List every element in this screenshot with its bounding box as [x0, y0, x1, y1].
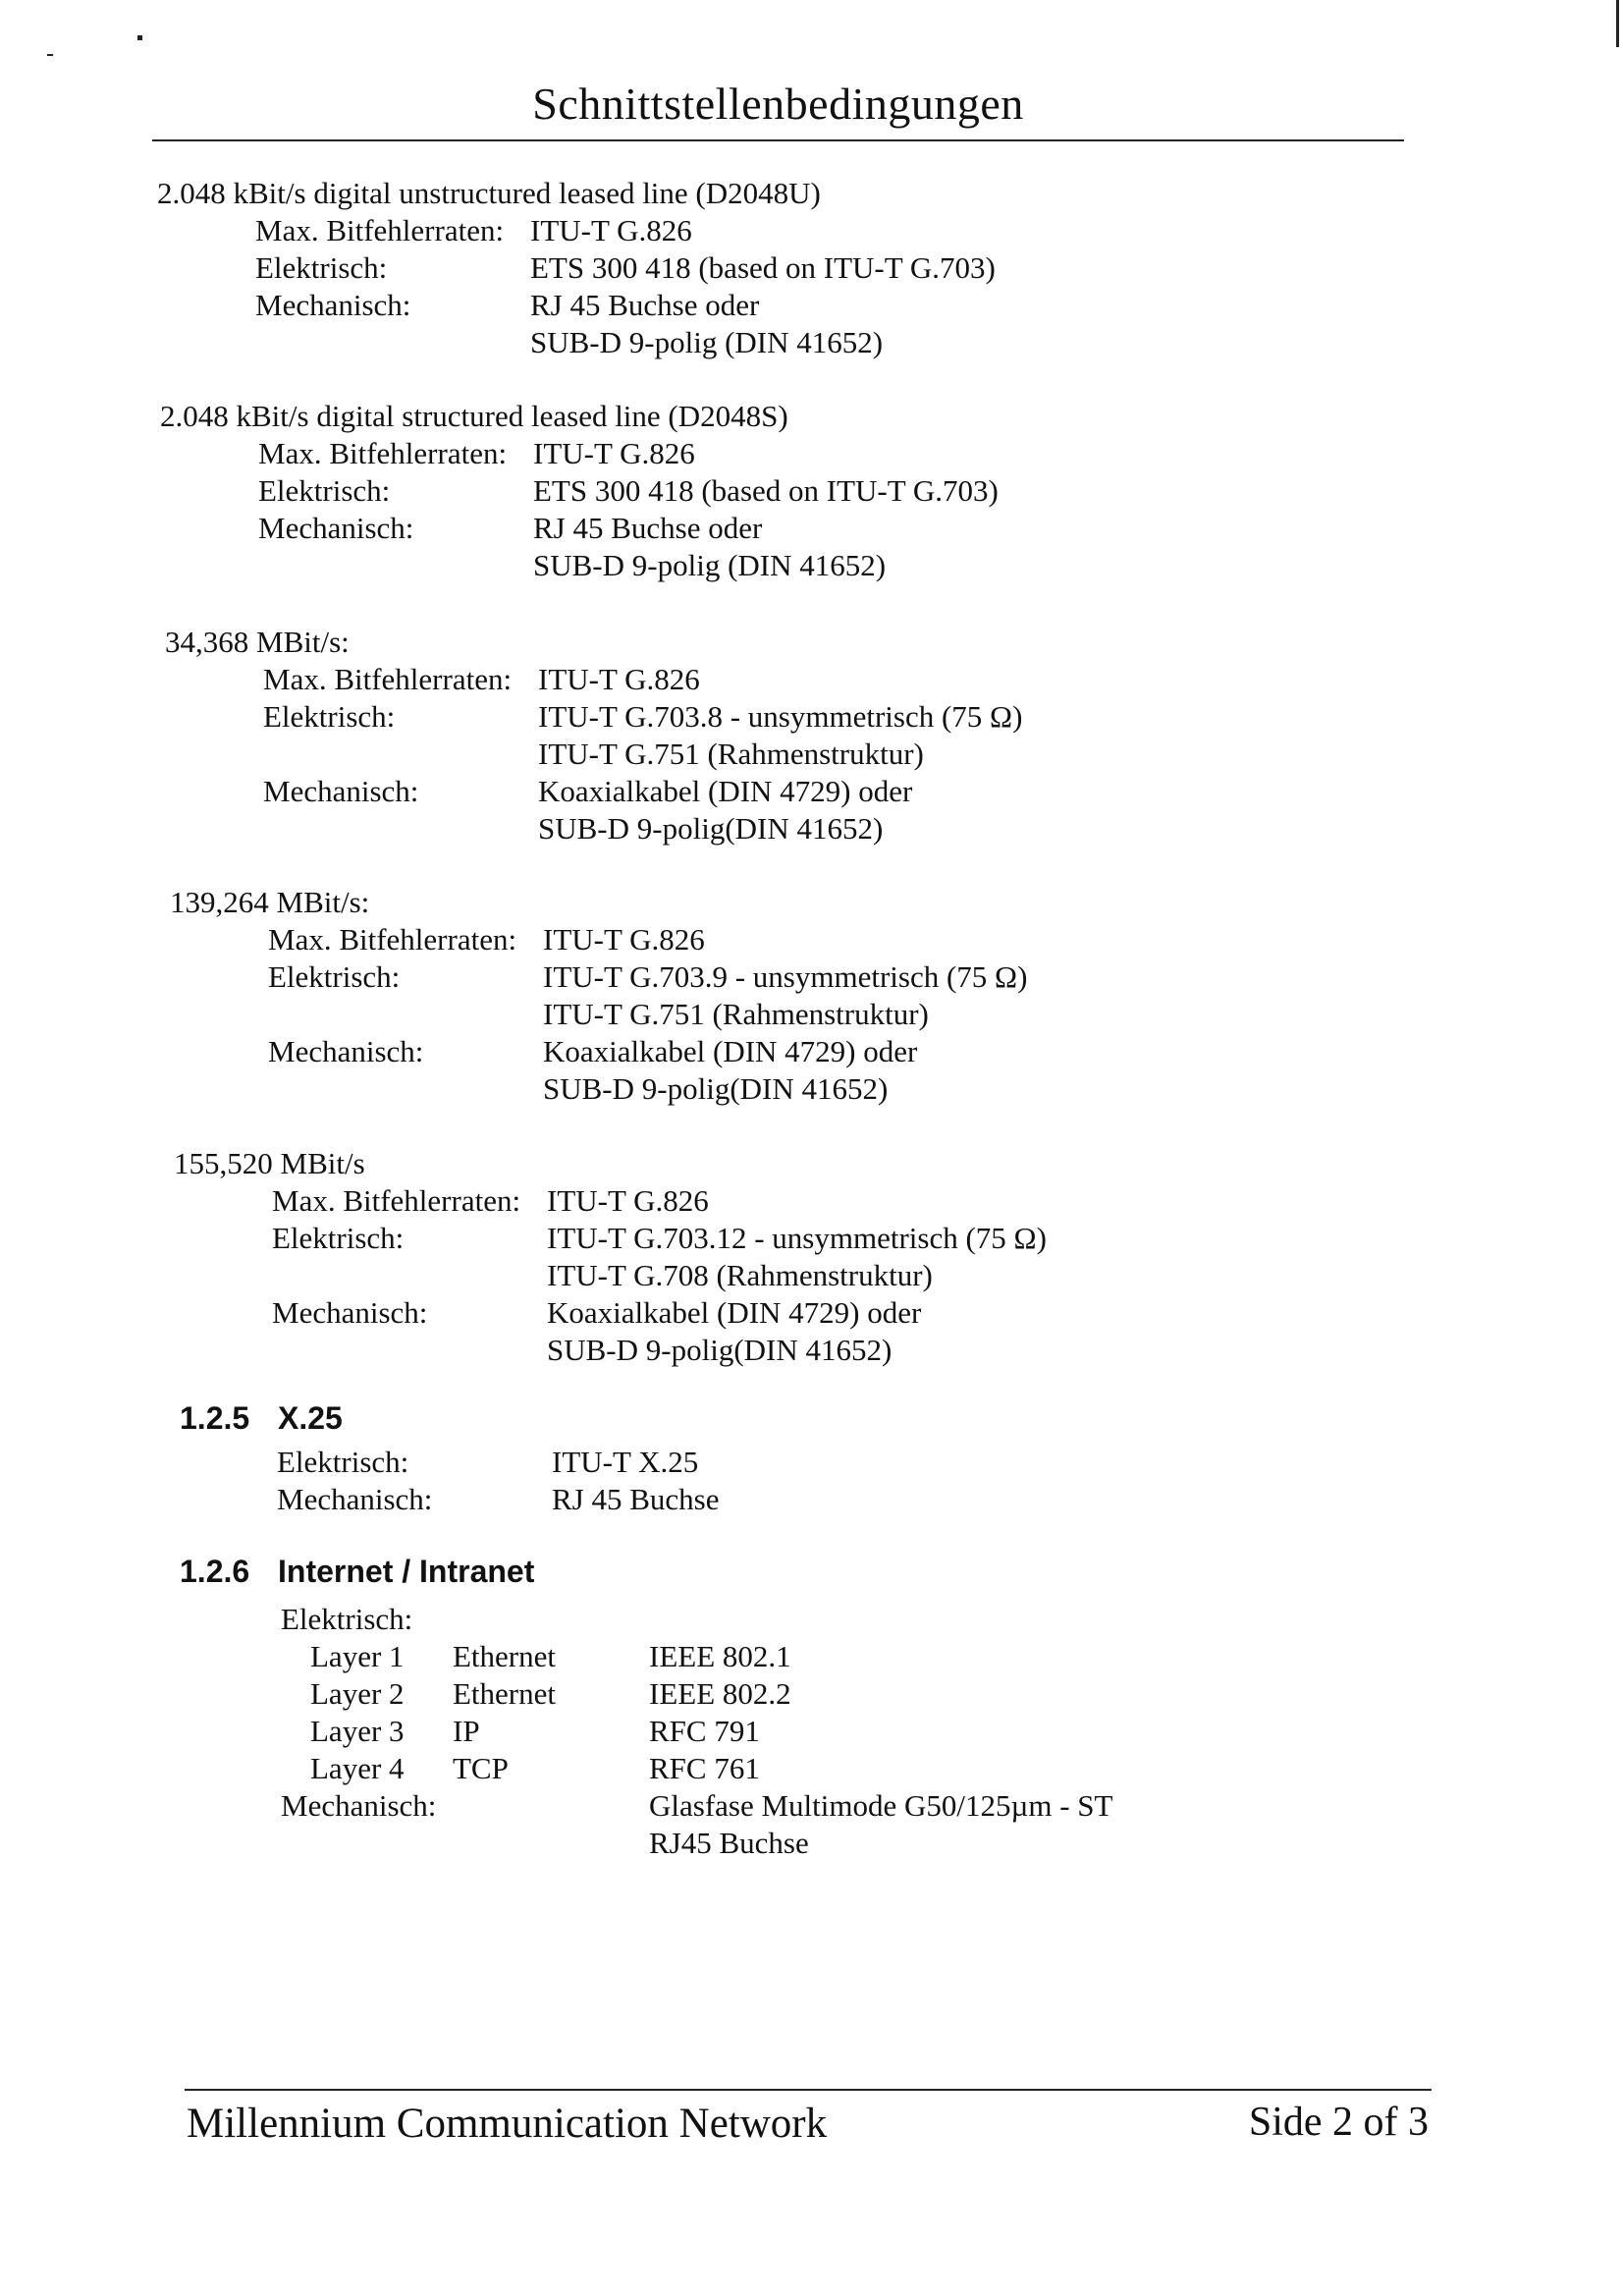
- spec-section-title: 155,520 MBit/s: [174, 1146, 365, 1180]
- spec-label: Max. Bitfehlerraten:: [263, 662, 513, 696]
- footer-company-name: Millennium Communication Network: [187, 2101, 828, 2147]
- spec-value: ITU-T G.703.9 - unsymmetrisch (75 Ω): [543, 959, 1028, 994]
- spec-value: SUB-D 9-polig (DIN 41652): [530, 325, 884, 359]
- spec-label: Elektrisch:: [272, 1221, 405, 1255]
- spec-label: Mechanisch:: [272, 1295, 428, 1330]
- spec-section-title: 2.048 kBit/s digital unstructured leased line (D2048U): [157, 176, 821, 210]
- spec-value: RJ 45 Buchse: [552, 1482, 720, 1516]
- spec-label: Elektrisch:: [277, 1445, 409, 1479]
- spec-value: Koaxialkabel (DIN 4729) oder: [538, 774, 913, 808]
- spec-row: [174, 1220, 1047, 1257]
- spec-section-155mbit: [174, 1145, 1047, 1369]
- spec-section-d2048u: [157, 175, 996, 361]
- section-title: Internet / Intranet: [278, 1554, 535, 1589]
- spec-value: ITU-T G.826: [547, 1183, 709, 1218]
- spec-row: [174, 1257, 933, 1294]
- spec-row: [170, 1033, 918, 1070]
- spec-value: ITU-T G.826: [533, 436, 695, 470]
- spec-section-title: 139,264 MBit/s:: [170, 885, 370, 919]
- spec-value: Glasfase Multimode G50/125µm - ST: [649, 1788, 1113, 1823]
- spec-row: [170, 1070, 889, 1108]
- spec-label: Max. Bitfehlerraten:: [268, 922, 517, 957]
- spec-value: SUB-D 9-polig(DIN 41652): [547, 1333, 893, 1367]
- spec-value: ITU-T G.751 (Rahmenstruktur): [543, 997, 929, 1031]
- layer-name: Layer 3: [310, 1714, 405, 1748]
- spec-row: [174, 1294, 922, 1332]
- spec-value: ITU-T G.826: [530, 213, 692, 247]
- spec-label: Elektrisch:: [281, 1602, 413, 1636]
- spec-row: [170, 996, 929, 1033]
- spec-row: [160, 435, 788, 472]
- spec-label: Mechanisch:: [268, 1034, 424, 1068]
- layer-protocol: TCP: [453, 1751, 509, 1785]
- spec-value: Koaxialkabel (DIN 4729) oder: [547, 1295, 922, 1330]
- spec-section-title: 34,368 MBit/s:: [165, 625, 350, 659]
- spec-value: ITU-T G.826: [538, 662, 700, 696]
- spec-row: [165, 773, 913, 810]
- spec-label: Elektrisch:: [258, 473, 391, 508]
- spec-value: RJ 45 Buchse oder: [533, 511, 763, 545]
- spec-value: RJ 45 Buchse oder: [530, 288, 760, 322]
- spec-row: [157, 212, 821, 249]
- spec-row: [174, 1332, 893, 1369]
- spec-value: SUB-D 9-polig (DIN 41652): [533, 548, 887, 582]
- spec-label: Mechanisch:: [258, 511, 414, 545]
- layer-standard: RFC 761: [649, 1751, 760, 1785]
- spec-section-title: 2.048 kBit/s digital structured leased line (D2048S): [160, 399, 788, 433]
- spec-value: ITU-T G.708 (Rahmenstruktur): [547, 1258, 933, 1292]
- section-heading-internet: [180, 1552, 534, 1591]
- spec-row: [160, 510, 788, 547]
- spec-label: Elektrisch:: [263, 699, 396, 734]
- spec-label: Max. Bitfehlerraten:: [255, 213, 505, 247]
- spec-value: ITU-T G.703.12 - unsymmetrisch (75 Ω): [547, 1221, 1047, 1255]
- layer-name: Layer 1: [310, 1639, 405, 1673]
- section-number: 1.2.5: [180, 1400, 250, 1436]
- layer-protocol: Ethernet: [453, 1639, 557, 1673]
- spec-section-139mbit: [170, 884, 1028, 1108]
- spec-row: [157, 324, 884, 361]
- layer-standard: IEEE 802.2: [649, 1676, 791, 1711]
- spec-value: SUB-D 9-polig(DIN 41652): [543, 1071, 889, 1106]
- spec-row: [165, 698, 1023, 736]
- spec-value: Koaxialkabel (DIN 4729) oder: [543, 1034, 918, 1068]
- layer-standard: RFC 791: [649, 1714, 760, 1748]
- scan-speck: [47, 54, 53, 56]
- spec-label: Mechanisch:: [255, 288, 411, 322]
- spec-value: ITU-T G.703.8 - unsymmetrisch (75 Ω): [538, 699, 1023, 734]
- spec-row: [160, 547, 887, 584]
- spec-label: Mechanisch:: [281, 1788, 437, 1823]
- spec-row: [157, 287, 821, 324]
- spec-label: Mechanisch:: [263, 774, 419, 808]
- spec-row: [165, 736, 924, 773]
- section-heading-x25: [180, 1398, 343, 1438]
- spec-value: ITU-T G.826: [543, 922, 705, 957]
- spec-label: Max. Bitfehlerraten:: [272, 1183, 521, 1218]
- spec-value: ITU-T G.751 (Rahmenstruktur): [538, 737, 924, 771]
- spec-label: Max. Bitfehlerraten:: [258, 436, 508, 470]
- spec-label: Mechanisch:: [277, 1482, 433, 1516]
- spec-row: [157, 249, 996, 287]
- layer-standard: IEEE 802.1: [649, 1639, 791, 1673]
- spec-section-34mbit: [165, 624, 1023, 847]
- spec-label: Elektrisch:: [255, 250, 388, 285]
- spec-value: ITU-T X.25: [552, 1445, 699, 1479]
- spec-row: [160, 472, 999, 510]
- spec-row: [170, 921, 705, 958]
- section-number: 1.2.6: [180, 1554, 250, 1589]
- scan-edge-line: [1616, 0, 1619, 47]
- spec-value: SUB-D 9-polig(DIN 41652): [538, 811, 884, 846]
- spec-value: RJ45 Buchse: [649, 1826, 809, 1860]
- page-title: Schnittstellenbedingungen: [532, 79, 1024, 129]
- scan-speck: [137, 35, 142, 40]
- spec-label: Elektrisch:: [268, 959, 401, 994]
- header-rule: [152, 139, 1404, 141]
- spec-section-d2048s: [160, 398, 999, 584]
- footer-rule: [185, 2089, 1432, 2091]
- layer-name: Layer 2: [310, 1676, 405, 1711]
- layer-name: Layer 4: [310, 1751, 405, 1785]
- section-title: X.25: [278, 1400, 343, 1436]
- spec-row: [170, 958, 1028, 996]
- spec-row: [174, 1182, 709, 1220]
- layer-protocol: Ethernet: [453, 1676, 557, 1711]
- footer-page-number: Side 2 of 3: [1248, 2100, 1429, 2145]
- layer-protocol: IP: [453, 1714, 480, 1748]
- spec-value: ETS 300 418 (based on ITU-T G.703): [533, 473, 999, 508]
- spec-value: ETS 300 418 (based on ITU-T G.703): [530, 250, 996, 285]
- spec-row: [165, 661, 700, 698]
- spec-row: [165, 810, 884, 847]
